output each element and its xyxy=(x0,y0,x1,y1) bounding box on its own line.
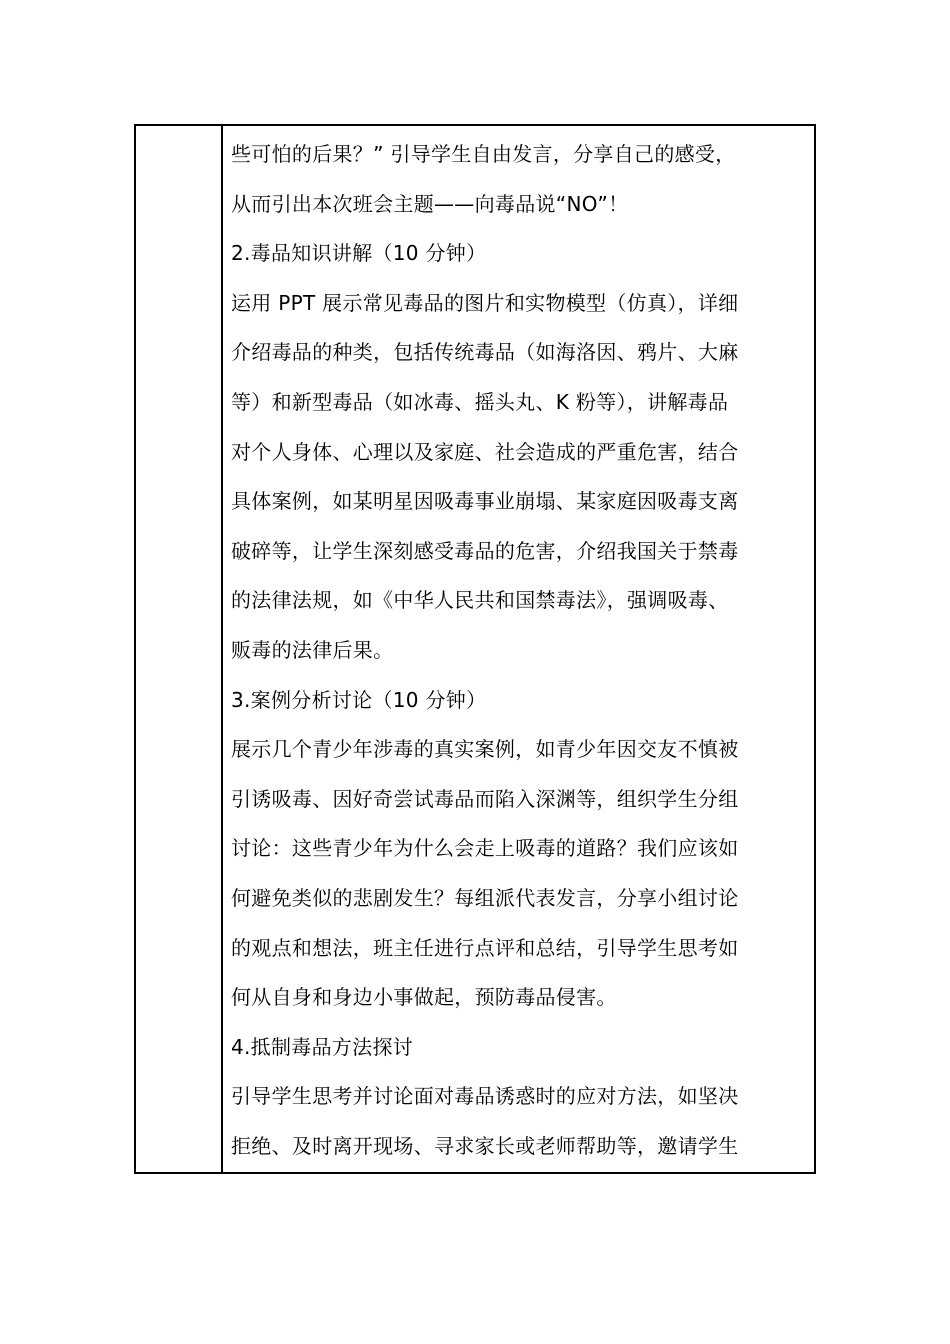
text-line: 拒绝、及时离开现场、寻求家长或老师帮助等，邀请学生 xyxy=(231,1133,739,1158)
text-line: 运用 PPT 展示常见毒品的图片和实物模型（仿真），详细 xyxy=(231,290,739,315)
text-line: 的观点和想法，班主任进行点评和总结，引导学生思考如 xyxy=(231,935,739,960)
label-cell xyxy=(136,126,223,1172)
text-line: 等）和新型毒品（如冰毒、摇头丸、K 粉等），讲解毒品 xyxy=(231,389,729,414)
lesson-plan-table xyxy=(134,124,816,1174)
section-heading: 3.案例分析讨论（10 分钟） xyxy=(231,687,487,712)
text-line: 破碎等，让学生深刻感受毒品的危害，介绍我国关于禁毒 xyxy=(231,538,739,563)
text-line: 讨论：这些青少年为什么会走上吸毒的道路？我们应该如 xyxy=(231,836,739,861)
text-line: 对个人身体、心理以及家庭、社会造成的严重危害，结合 xyxy=(231,439,739,464)
text-line: 贩毒的法律后果。 xyxy=(231,637,394,662)
content-cell xyxy=(223,126,814,1172)
text-line: 些可怕的后果？” 引导学生自由发言，分享自己的感受， xyxy=(231,142,736,166)
text-line: 引诱吸毒、因好奇尝试毒品而陷入深渊等，组织学生分组 xyxy=(231,786,739,811)
text-line: 从而引出本次班会主题——向毒品说“NO”！ xyxy=(231,191,629,216)
text-line: 何从自身和身边小事做起，预防毒品侵害。 xyxy=(231,985,617,1010)
text-line: 展示几个青少年涉毒的真实案例，如青少年因交友不慎被 xyxy=(231,737,739,762)
section-heading: 4.抵制毒品方法探讨 xyxy=(231,1034,414,1059)
text-line: 介绍毒品的种类，包括传统毒品（如海洛因、鸦片、大麻 xyxy=(231,340,739,365)
text-line: 何避免类似的悲剧发生？每组派代表发言，分享小组讨论 xyxy=(231,885,739,910)
text-line: 的法律法规，如《中华人民共和国禁毒法》，强调吸毒、 xyxy=(231,588,729,613)
section-heading: 2.毒品知识讲解（10 分钟） xyxy=(231,241,487,266)
text-line: 引导学生思考并讨论面对毒品诱惑时的应对方法，如坚决 xyxy=(231,1084,739,1109)
text-line: 具体案例，如某明星因吸毒事业崩塌、某家庭因吸毒支离 xyxy=(231,489,739,514)
